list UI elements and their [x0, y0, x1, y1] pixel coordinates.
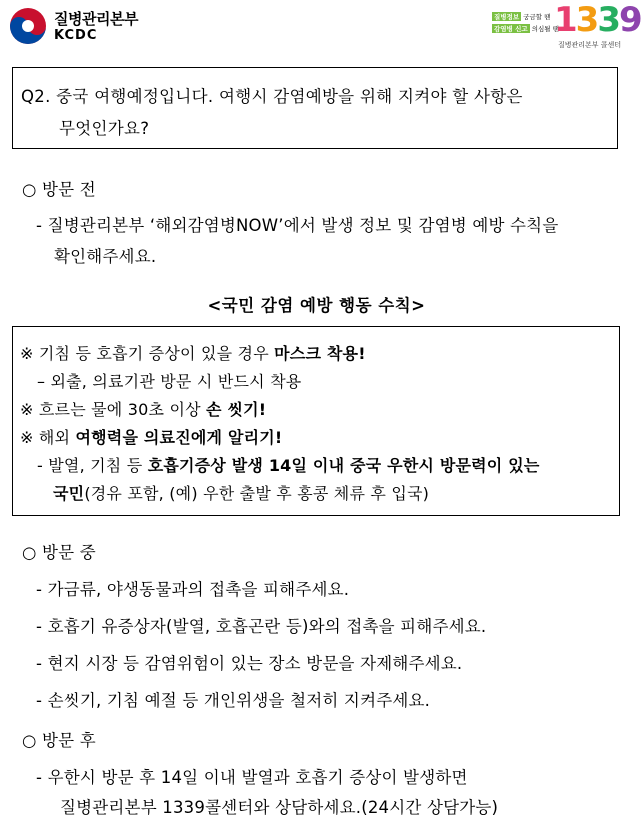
callcenter-number: 1339 — [554, 0, 641, 40]
org-abbr: KCDC — [54, 28, 98, 43]
after-visit-item-line-1: - 우한시 방문 후 14일 이내 발열과 호흡기 증상이 발생하면 — [36, 768, 468, 787]
during-visit-heading: ○ 방문 중 — [22, 543, 96, 562]
rule-mask-emphasis: 마스크 착용! — [274, 344, 366, 363]
rule-travel-sub-2: 국민(경유 포함, (예) 우한 출발 후 홍콩 체류 후 입국) — [53, 484, 430, 503]
rule-travel: ※ 해외 여행력을 의료진에게 알리기! — [20, 428, 283, 447]
callcenter-logo — [488, 0, 641, 54]
after-visit-item-line-2: 질병관리본부 1339콜센터와 상담하세요.(24시간 상담가능) — [60, 798, 499, 817]
callcenter-caption: 질병관리본부 콜센터 — [558, 41, 622, 49]
rule-mask: ※ 기침 등 호흡기 증상이 있을 경우 마스크 착용! — [20, 344, 366, 363]
question-line-2: 무엇인가요? — [59, 119, 150, 138]
during-visit-item: - 호흡기 유증상자(발열, 호흡곤란 등)와의 접촉을 피해주세요. — [36, 617, 487, 636]
during-visit-item: - 가금류, 야생동물과의 접촉을 피해주세요. — [36, 580, 350, 599]
rule-handwash: ※ 흐르는 물에 30초 이상 손 씻기! — [20, 400, 267, 419]
rules-title: <국민 감염 예방 행동 수칙> — [207, 296, 426, 315]
during-visit-item: - 현지 시장 등 감염위험이 있는 장소 방문을 자제해주세요. — [36, 654, 463, 673]
question-box — [12, 67, 618, 149]
rule-mask-sub: – 외출, 의료기관 방문 시 반드시 착용 — [37, 372, 302, 391]
taegeuk-logo-icon — [8, 6, 48, 46]
before-visit-item-line-1: - 질병관리본부 ‘해외감염병NOW’에서 발생 정보 및 감염병 예방 수칙을 — [36, 216, 559, 235]
during-visit-item: - 손씻기, 기침 예절 등 개인위생을 철저히 지켜주세요. — [36, 691, 431, 710]
rule-travel-sub-emphasis: 호흡기증상 발생 14일 이내 중국 우한시 방문력이 있는 — [147, 456, 540, 475]
rule-travel-emphasis: 여행력을 의료진에게 알리기! — [75, 428, 283, 447]
callcenter-tag-2: 감염병 신고 의심될 땐 — [494, 25, 559, 33]
rules-box — [12, 326, 620, 516]
before-visit-item-line-2: 확인해주세요. — [54, 247, 157, 266]
rule-handwash-emphasis: 손 씻기! — [206, 400, 267, 419]
rule-travel-sub: - 발열, 기침 등 호흡기증상 발생 14일 이내 중국 우한시 방문력이 있는 — [37, 456, 540, 475]
before-visit-heading: ○ 방문 전 — [22, 180, 96, 199]
org-name: 질병관리본부 — [54, 10, 138, 28]
header — [0, 0, 641, 60]
after-visit-heading: ○ 방문 후 — [22, 731, 96, 750]
callcenter-tag-1: 질병정보 궁금할 땐 — [494, 13, 551, 21]
question-line-1: Q2. 중국 여행예정입니다. 여행시 감염예방을 위해 지켜야 할 사항은 — [21, 87, 523, 106]
